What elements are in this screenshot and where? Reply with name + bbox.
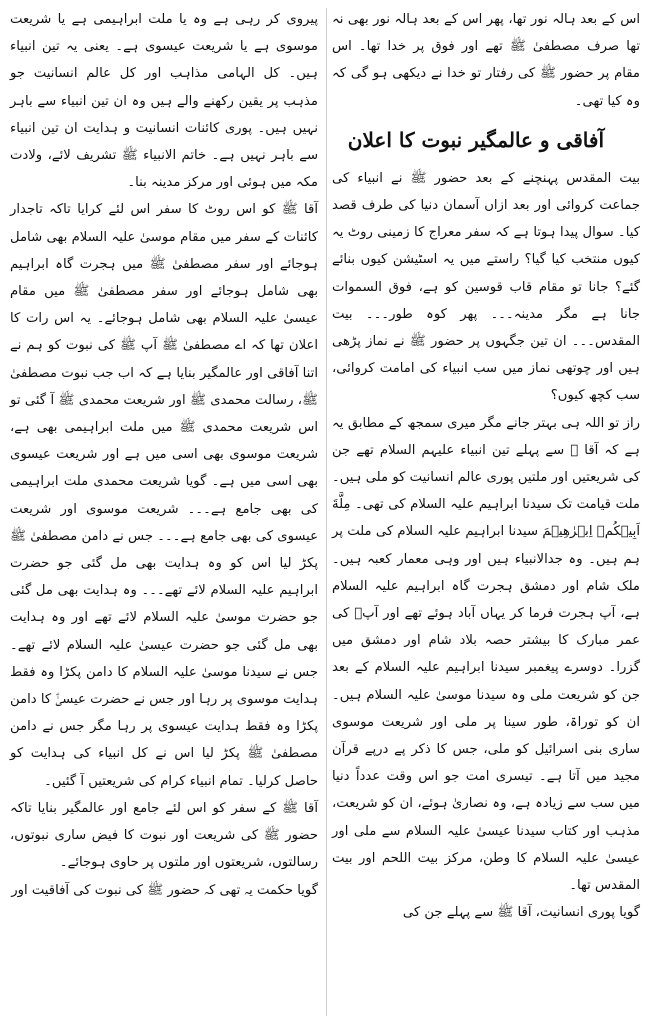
left-paragraph-2: آقا ﷺ کو اس روٹ کا سفر اس لئے کرایا تاکہ تاجدار کائنات کے سفر میں مقام موسیٰ علیہ السلام بھی شامل ہوجائے اور سفر مصطفیٰ ﷺ میں ہجرت گاہ ابراہیم بھی شامل ہوجائے اور سفر مصطفیٰ ﷺ میں مقام عیسیٰ علیہ السلام بھی شامل ہوجائے۔ یہ اس رات کا اعلان تھا کہ اے مصطفیٰ ﷺ آپ ﷺ کی نبوت کو ہم نے اتنا آفاقی اور عالمگیر بنایا ہے کہ اب جب نبوت مصطفیٰ ﷺ، رسالت محمدی ﷺ اور شریعت محمدی ﷺ آ گئی تو اس شریعت محمدی ﷺ میں ملت ابراہیمی بھی ہے، شریعت موسوی بھی اسی میں ہے اور شریعت عیسوی بھی اسی میں ہے۔ گویا شریعت محمدی ملت ابراہیمی کی بھی جامع ہے۔۔۔ شریعت موسوی اور شریعت عیسوی کی بھی جامع ہے۔۔۔ جس نے دامن مصطفیٰ ﷺ پکڑ لیا اس کو وہ ہدایت بھی مل گئی جو حضرت ابراہیم علیہ السلام لائے تھے۔۔۔ وہ ہدایت بھی مل گئی جو حضرت موسیٰ علیہ السلام لائے تھے اور وہ ہدایت بھی مل گئی جو حضرت عیسیٰ علیہ السلام لائے تھے۔ جس نے سیدنا موسیٰ علیہ السلام کا دامن پکڑا وہ فقط ہدایت موسوی پر رہا اور جس نے حضرت عیسیٰؑ کا دامن پکڑا وہ فقط ہدایت عیسوی پر رہا مگر جس نے دامن مصطفیٰ ﷺ پکڑ لیا اس نے کل انبیاء کی ہدایت کو حاصل کرلیا۔ تمام انبیاء کرام کی شریعتیں آ گئیں۔ [10,202,318,789]
right-paragraph-1: اس کے بعد ہالہ نور تھا، پھر اس کے بعد ہالہ نور بھی نہ تھا صرف مصطفیٰ ﷺ تھے اور فوق پر خدا تھا۔ اس مقام پر حضور ﷺ کی رفتار تو خدا نے دیکھی ہو گی کہ وہ کیا تھی۔ [332,12,640,109]
right-paragraph-2: بیت المقدس پہنچنے کے بعد حضور ﷺ نے انبیاء کی جماعت کروائی اور بعد ازاں آسمان دنیا کی طرف قصد کیا۔ سوال پیدا ہوتا ہے کہ سفر معراج کا زمینی روٹ یہ کیوں منتخب کیا گیا؟ راستے میں یہ اسٹیشن کیوں بنائے گئے؟ جانا تو مقام قاب قوسین کو ہے، فوق السموات جانا ہے مگر مدینہ۔۔۔ پھر کوہ طور۔۔۔ بیت المقدس۔۔۔ ان تین جگہوں پر حضور ﷺ نے نماز پڑھی ہیں اور چوتھی نماز میں سب انبیاء کی امامت کروائی، سب کچھ کیوں؟ [332,170,640,404]
left-column [10,6,318,904]
column-divider [326,8,327,1016]
left-paragraph-1: پیروی کر رہی ہے وہ یا ملت ابراہیمی ہے یا شریعت موسوی ہے یا شریعت عیسوی ہے۔ یعنی یہ تین انبیاء ہیں۔ کل الہامی مذاہب اور کل عالم انسانیت جو مذہب پر یقین رکھنے والے ہیں وہ ان تین انبیاء سے باہر نہیں ہیں۔ پوری کائنات انسانیت و ہدایت ان تین انبیاء سے باہر نہیں ہے۔ خاتم الانبیاء ﷺ تشریف لائے، ولادت مکہ میں ہوئی اور مرکز مدینہ بنا۔ [10,12,318,191]
left-paragraph-4: گویا حکمت یہ تھی کہ حضور ﷺ کی نبوت کی آفاقیت اور [11,882,318,898]
section-heading: آفاقی و عالمگیر نبوت کا اعلان [347,127,604,152]
right-paragraph-3: راز تو اللہ ہی بہتر جانے مگر میری سمجھ کے مطابق یہ ہے کہ آقا ﷺ سے پہلے تین انبیاء علیہم السلام تھے جن کی شریعتیں اور ملتیں پوری عالم انسانیت کو ملی ہیں۔ ملت قیامت تک سیدنا ابراہیم علیہ السلام کی تھی۔ مِلَّةَ اَبِیۡكُمۡ اِبۡرٰهِیۡمَ سیدنا ابراہیم علیہ السلام کی ملت پر ہم ہیں۔ وہ جدالانبیاء ہیں اور وہی معمار کعبہ ہیں۔ ملک شام اور دمشق ہجرت گاہ ابراہیم علیہ السلام ہے، آپ ہجرت فرما کر یہاں آباد ہوئے تھے اور آپؑ کی عمر مبارک کا بیشتر حصہ بلاد شام اور دمشق میں گزرا۔ دوسرے پیغمبر سیدنا ابراہیم علیہ السلام کے بعد جن کو شریعت ملی وہ سیدنا موسیٰ علیہ السلام ہیں۔ ان کو توراۃ، طور سینا پر ملی اور شریعت موسوی ساری بنی اسرائیل کو ملی، جس کا ذکر پے درپے قرآن مجید میں آتا ہے۔ تیسری امت جو اس وقت عدداً دنیا میں سب سے زیادہ ہے، وہ نصاریٰ ہوئے، ان کو شریعت، مذہب اور کتاب سیدنا عیسیٰ علیہ السلام سے ملی اور عیسیٰ علیہ السلام کا وطن، مرکز بیت اللحم اور بیت المقدس تھا۔ [332,415,640,894]
right-paragraph-4: گویا پوری انسانیت، آقا ﷺ سے پہلے جن کی [402,905,640,921]
left-paragraph-3: آقا ﷺ کے سفر کو اس لئے جامع اور عالمگیر بنایا تاکہ حضور ﷺ کی شریعت اور نبوت کا فیض ساری نبوتوں، رسالتوں، شریعتوں اور ملتوں پر حاوی ہوجائے۔ [10,800,318,871]
right-column [332,6,640,927]
